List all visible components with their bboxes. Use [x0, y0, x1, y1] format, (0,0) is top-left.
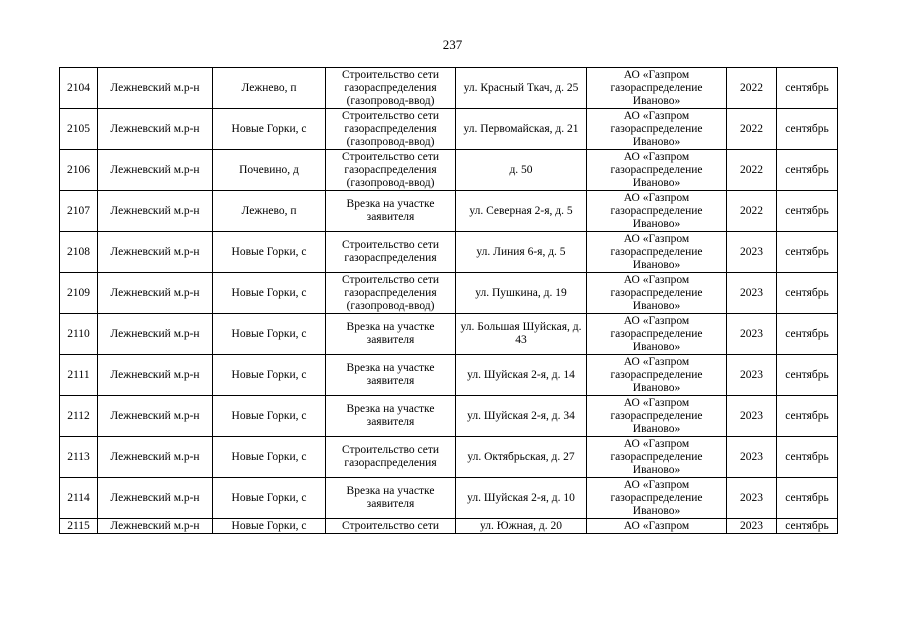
table-row [60, 355, 838, 396]
table-row [60, 396, 838, 437]
address-cell: д. 50 [456, 150, 587, 191]
work-type-cell: Строительство сети газораспределения (газопровод-ввод) [326, 109, 456, 150]
month-cell: сентябрь [777, 150, 838, 191]
work-type-cell: Врезка на участке заявителя [326, 355, 456, 396]
address-cell: ул. Красный Ткач, д. 25 [456, 68, 587, 109]
row-number: 2105 [60, 109, 98, 150]
row-number: 2104 [60, 68, 98, 109]
locality-cell: Новые Горки, с [213, 519, 326, 534]
month-cell: сентябрь [777, 396, 838, 437]
month-cell: сентябрь [777, 437, 838, 478]
organization-cell: АО «Газпром газораспределение Иваново» [587, 109, 727, 150]
table-row [60, 68, 838, 109]
row-number: 2108 [60, 232, 98, 273]
address-cell: ул. Линия 6-я, д. 5 [456, 232, 587, 273]
address-cell: ул. Шуйская 2-я, д. 34 [456, 396, 587, 437]
address-cell: ул. Южная, д. 20 [456, 519, 587, 534]
year-cell: 2023 [727, 355, 777, 396]
row-number: 2107 [60, 191, 98, 232]
row-number: 2106 [60, 150, 98, 191]
organization-cell: АО «Газпром [587, 519, 727, 534]
month-cell: сентябрь [777, 519, 838, 534]
district-cell: Лежневский м.р-н [98, 437, 213, 478]
table-row [60, 273, 838, 314]
table-row [60, 191, 838, 232]
address-cell: ул. Большая Шуйская, д. 43 [456, 314, 587, 355]
district-cell: Лежневский м.р-н [98, 191, 213, 232]
district-cell: Лежневский м.р-н [98, 314, 213, 355]
locality-cell: Лежнево, п [213, 191, 326, 232]
work-type-cell: Строительство сети газораспределения (газопровод-ввод) [326, 273, 456, 314]
month-cell: сентябрь [777, 232, 838, 273]
address-cell: ул. Первомайская, д. 21 [456, 109, 587, 150]
work-type-cell: Врезка на участке заявителя [326, 314, 456, 355]
address-cell: ул. Шуйская 2-я, д. 10 [456, 478, 587, 519]
page-number: 237 [442, 37, 463, 52]
gasification-table [59, 67, 838, 534]
year-cell: 2023 [727, 273, 777, 314]
work-type-cell: Строительство сети газораспределения (газопровод-ввод) [326, 68, 456, 109]
locality-cell: Новые Горки, с [213, 314, 326, 355]
year-cell: 2022 [727, 68, 777, 109]
work-type-cell: Врезка на участке заявителя [326, 191, 456, 232]
work-type-cell: Строительство сети газораспределения [326, 437, 456, 478]
row-number: 2112 [60, 396, 98, 437]
year-cell: 2022 [727, 150, 777, 191]
year-cell: 2023 [727, 437, 777, 478]
work-type-cell: Врезка на участке заявителя [326, 396, 456, 437]
locality-cell: Почевино, д [213, 150, 326, 191]
month-cell: сентябрь [777, 191, 838, 232]
organization-cell: АО «Газпром газораспределение Иваново» [587, 355, 727, 396]
address-cell: ул. Пушкина, д. 19 [456, 273, 587, 314]
month-cell: сентябрь [777, 478, 838, 519]
organization-cell: АО «Газпром газораспределение Иваново» [587, 232, 727, 273]
locality-cell: Новые Горки, с [213, 396, 326, 437]
organization-cell: АО «Газпром газораспределение Иваново» [587, 191, 727, 232]
address-cell: ул. Северная 2-я, д. 5 [456, 191, 587, 232]
locality-cell: Новые Горки, с [213, 478, 326, 519]
organization-cell: АО «Газпром газораспределение Иваново» [587, 273, 727, 314]
district-cell: Лежневский м.р-н [98, 68, 213, 109]
district-cell: Лежневский м.р-н [98, 396, 213, 437]
row-number: 2110 [60, 314, 98, 355]
organization-cell: АО «Газпром газораспределение Иваново» [587, 478, 727, 519]
row-number: 2111 [60, 355, 98, 396]
work-type-cell: Строительство сети газораспределения (газопровод-ввод) [326, 150, 456, 191]
year-cell: 2023 [727, 396, 777, 437]
locality-cell: Лежнево, п [213, 68, 326, 109]
work-type-cell: Врезка на участке заявителя [326, 478, 456, 519]
row-number: 2109 [60, 273, 98, 314]
month-cell: сентябрь [777, 273, 838, 314]
month-cell: сентябрь [777, 68, 838, 109]
row-number: 2114 [60, 478, 98, 519]
year-cell: 2023 [727, 519, 777, 534]
row-number: 2115 [60, 519, 98, 534]
year-cell: 2023 [727, 478, 777, 519]
table-row [60, 519, 838, 534]
year-cell: 2022 [727, 191, 777, 232]
district-cell: Лежневский м.р-н [98, 478, 213, 519]
table-row [60, 478, 838, 519]
month-cell: сентябрь [777, 314, 838, 355]
month-cell: сентябрь [777, 109, 838, 150]
locality-cell: Новые Горки, с [213, 437, 326, 478]
district-cell: Лежневский м.р-н [98, 519, 213, 534]
table-row [60, 314, 838, 355]
locality-cell: Новые Горки, с [213, 232, 326, 273]
year-cell: 2023 [727, 232, 777, 273]
year-cell: 2022 [727, 109, 777, 150]
district-cell: Лежневский м.р-н [98, 109, 213, 150]
organization-cell: АО «Газпром газораспределение Иваново» [587, 150, 727, 191]
table-row [60, 437, 838, 478]
locality-cell: Новые Горки, с [213, 109, 326, 150]
table-body [60, 68, 838, 534]
month-cell: сентябрь [777, 355, 838, 396]
district-cell: Лежневский м.р-н [98, 232, 213, 273]
district-cell: Лежневский м.р-н [98, 273, 213, 314]
address-cell: ул. Октябрьская, д. 27 [456, 437, 587, 478]
table-row [60, 109, 838, 150]
year-cell: 2023 [727, 314, 777, 355]
district-cell: Лежневский м.р-н [98, 355, 213, 396]
organization-cell: АО «Газпром газораспределение Иваново» [587, 437, 727, 478]
work-type-cell: Строительство сети газораспределения [326, 232, 456, 273]
row-number: 2113 [60, 437, 98, 478]
district-cell: Лежневский м.р-н [98, 150, 213, 191]
locality-cell: Новые Горки, с [213, 355, 326, 396]
locality-cell: Новые Горки, с [213, 273, 326, 314]
organization-cell: АО «Газпром газораспределение Иваново» [587, 314, 727, 355]
table-row [60, 150, 838, 191]
organization-cell: АО «Газпром газораспределение Иваново» [587, 68, 727, 109]
table-row [60, 232, 838, 273]
organization-cell: АО «Газпром газораспределение Иваново» [587, 396, 727, 437]
address-cell: ул. Шуйская 2-я, д. 14 [456, 355, 587, 396]
work-type-cell: Строительство сети [326, 519, 456, 534]
